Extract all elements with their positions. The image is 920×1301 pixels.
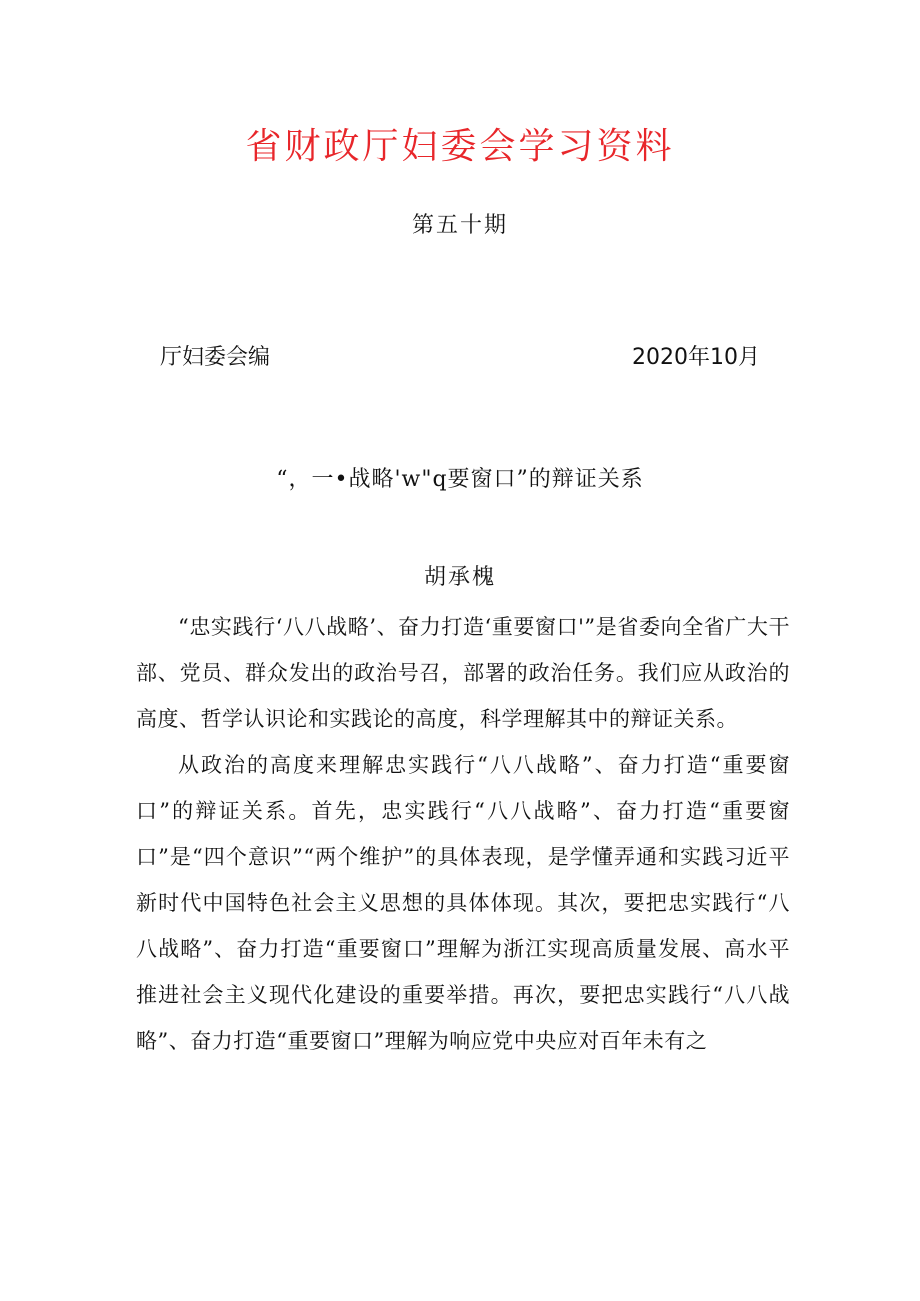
editor-line: 厅妇委会编	[160, 345, 271, 370]
article-title: “，一•战略'w"q要窗口”的辩证关系	[276, 467, 644, 492]
masthead-title: 省财政厅妇委会学习资料	[245, 126, 675, 167]
paragraph: “忠实践行‘八八战略’、奋力打造‘重要窗口'”是省委向全省广大干部、党员、群众发出的政治号召，部署的政治任务。我们应从政治的高度、哲学认识论和实践论的高度，科学理解其中的辩证关系。	[136, 615, 790, 731]
issue-date: 2020年10月	[632, 345, 760, 370]
paragraph: 从政治的高度来理解忠实践行“八八战略”、奋力打造“重要窗口”的辩证关系。首先，忠实践行“八八战略”、奋力打造“重要窗口”是“四个意识”“两个维护”的具体表现，是学懂弄通和实践习近平新时代中国特色社会主义思想的具体体现。其次，要把忠实践行“八八战略”、奋力打造“重要窗口”理解为浙江实现高质量发展、高水平推进社会主义现代化建设的重要举措。再次，要把忠实践行“八八战略”、奋力打造“重要窗口”理解为响应党中央应对百年未有之	[136, 753, 790, 1053]
issue-number: 第五十期	[411, 213, 508, 238]
article-body	[136, 604, 790, 1064]
article-author: 胡承槐	[423, 565, 496, 590]
